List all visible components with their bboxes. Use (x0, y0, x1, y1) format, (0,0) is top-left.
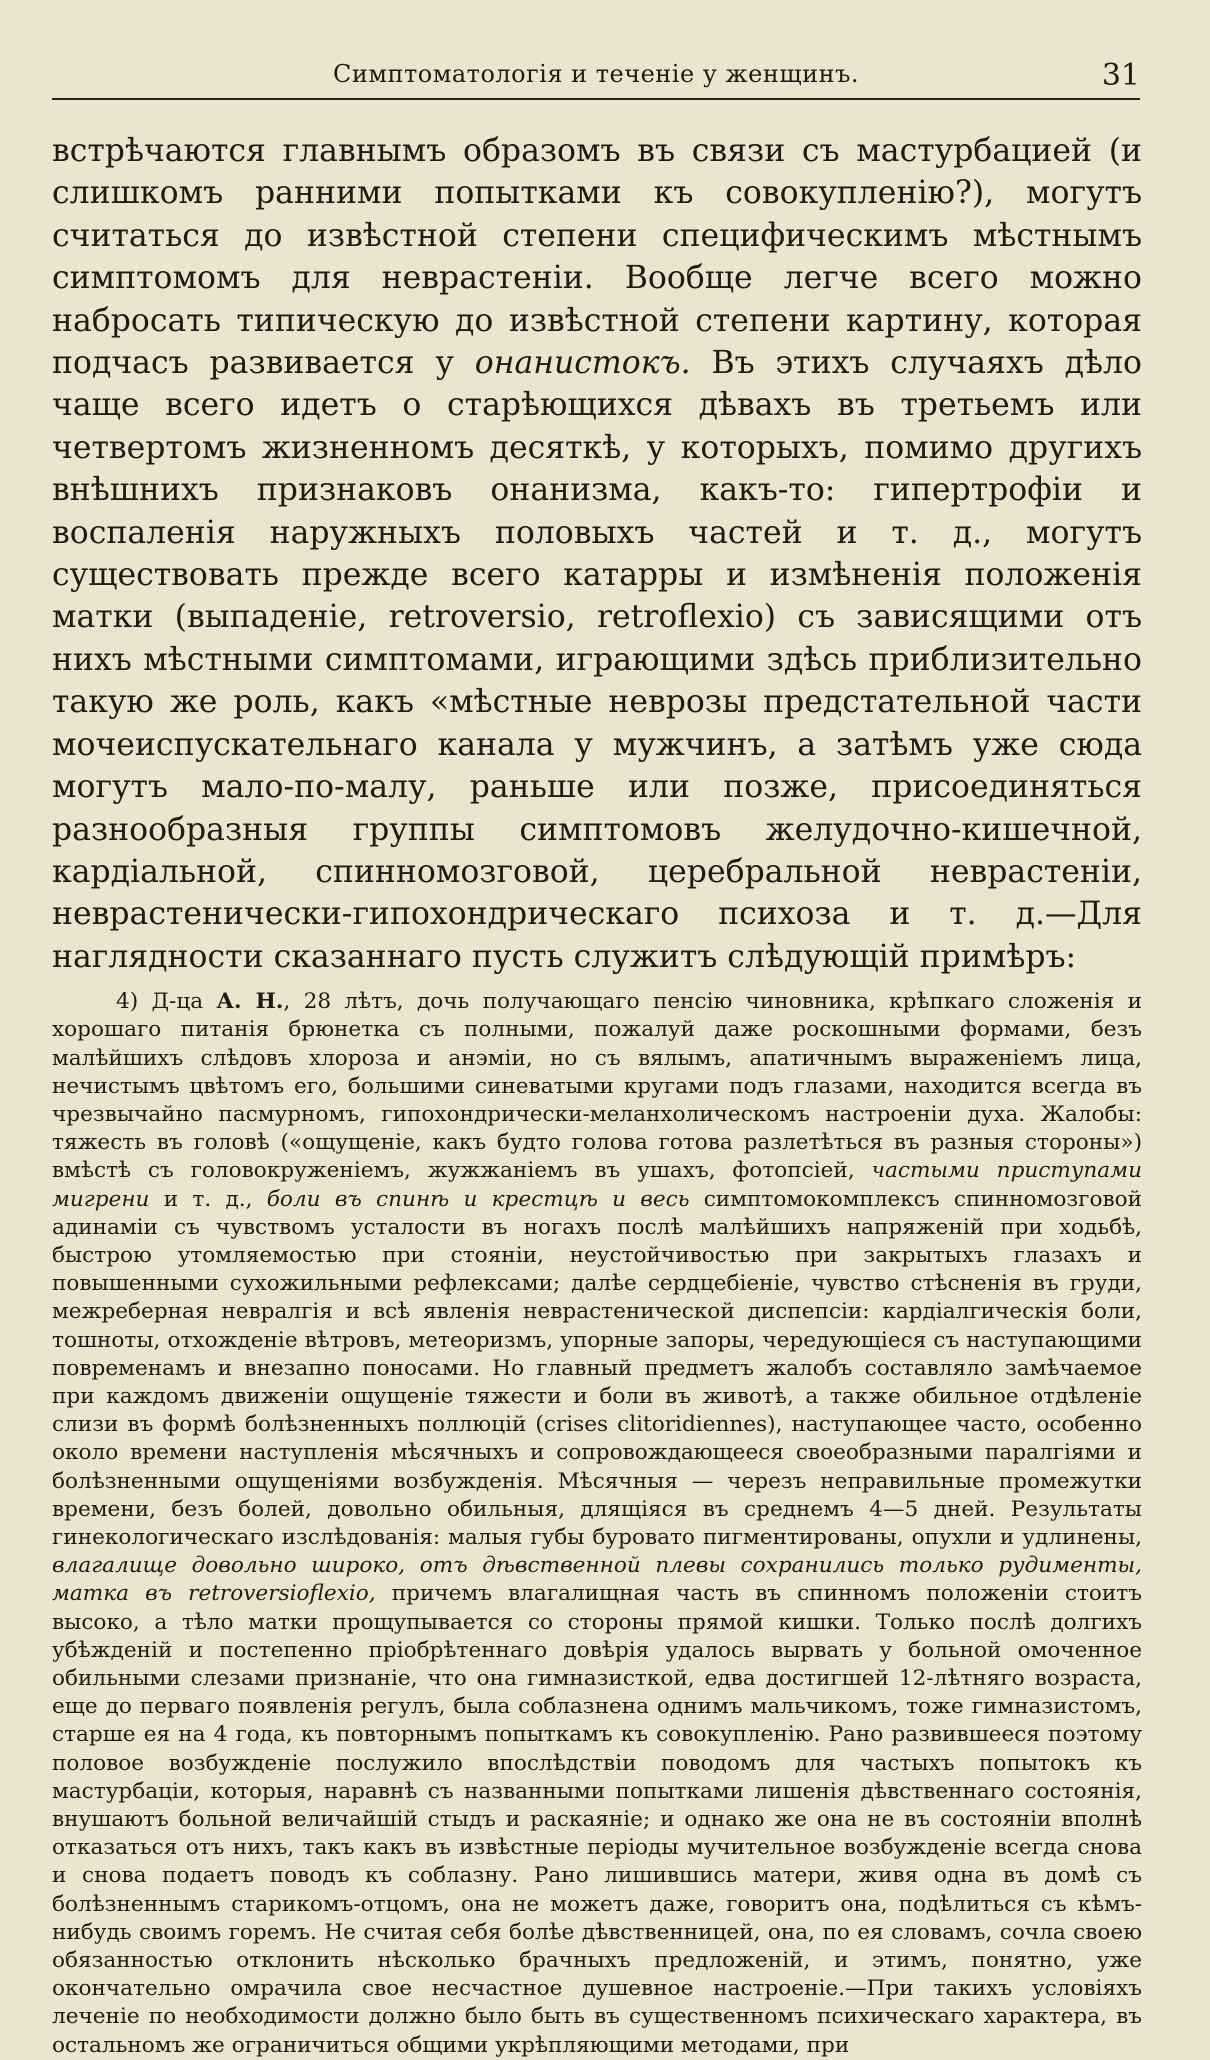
case-report-paragraph (52, 988, 1142, 2060)
case-text-3: симптомокомплексъ спинномозговой адинаміи съ чувствомъ усталости въ ногахъ послѣ малѣйшихъ напряженій при ходьбѣ, быстрою утомляемостью при стояніи, неустойчивостью при закрытыхъ глазахъ и повышенными сухожильными рефлексами; далѣе сердцебіеніе, чувство стѣсненія въ груди, межреберная невралгія и всѣ явленія неврастенической диспепсіи: кардіалгическія боли, тошноты, отхожденіе вѣтровъ, метеоризмъ, упорные запоры, чередующіеся съ наступающими повременамъ и внезапно поносами. Но главный предметъ жалобъ составляло замѣчаемое при каждомъ движеніи ощущеніе тяжести и боли въ животѣ, а также обильное отдѣленіе слизи въ формѣ болѣзненныхъ поллюцій (crises clitoridiennes), наступающее часто, особенно около времени наступленія мѣсячныхъ и сопровождающееся своеобразными паралгіями и болѣзненными ощущеніями возбужденія. Мѣсячныя — черезъ неправильные промежутки времени, безъ болей, довольно обильныя, длящіяся въ среднемъ 4—5 дней. Результаты гинекологическаго изслѣдованія: малыя губы буровато пигментированы, опухли и удлинены, (52, 1186, 1142, 1550)
main-text-b: Въ этихъ случаяхъ дѣло чаще всего идетъ о старѣющихся дѣвахъ въ третьемъ или четвертомъ жизненномъ десяткѣ, у которыхъ, помимо другихъ внѣшнихъ признаковъ онанизма, какъ-то: гипертрофіи и воспаленія наружныхъ половыхъ частей и т. д., могутъ существовать прежде всего катарры и измѣненія положенія матки (выпаденіе, retroversio, retroflexio) съ зависящими отъ нихъ мѣстными симптомами, играющими здѣсь приблизительно такую же роль, какъ «мѣстные неврозы предстательной части мочеиспускательнаго канала у мужчинъ, а затѣмъ уже сюда могутъ мало-по-малу, раньше или позже, присоединяться разнообразныя группы симптомовъ желудочно-кишечной, кардіальной, спинномозговой, церебральной неврастеніи, неврастенически-гипохондрическаго психоза и т. д.—Для наглядности сказаннаго пусть служитъ слѣдующій примѣръ: (52, 345, 1142, 975)
running-title: Симптоматологія и теченіе у женщинъ. (332, 60, 860, 88)
body-text (52, 130, 1142, 2060)
case-initials: А. Н. (216, 989, 284, 1015)
case-patient: Д-ца (151, 989, 204, 1015)
case-text-1: , 28 лѣтъ, дочь получающаго пенсію чиновника, крѣпкаго сложенія и хорошаго питанія брюнетка съ полными, пожалуй даже роскошными формами, безъ малѣйшихъ слѣдовъ хлороза и анэміи, но съ вялымъ, апатичнымъ выраженіемъ лица, нечистымъ цвѣтомъ его, большими синеватыми кругами подъ глазами, находится всегда въ чрезвычайно пасмурномъ, гипохондрически-меланхолическомъ настроеніи духа. Жалобы: тяжесть въ головѣ («ощущеніе, какъ будто голова готова разлетѣться въ разныя стороны») вмѣстѣ съ головокруженіемъ, жужжаніемъ въ ушахъ, фотопсіей, (52, 989, 1142, 1184)
case-text-2: и т. д., (149, 1186, 267, 1212)
case-text-4: причемъ влагалищная часть въ спинномъ положеніи стоитъ высоко, а тѣло матки прощупывается со стороны прямой кишки. Только послѣ долгихъ убѣжденій и постепенно пріобрѣтеннаго довѣрія удалось вырвать у больной омоченное обильными слезами признаніе, что она гимназисткой, едва достигшей 12-лѣтняго возраста, еще до перваго появленія регулъ, была соблазнена однимъ мальчикомъ, тоже гимназистомъ, старше ея на 4 года, къ повторнымъ попыткамъ къ совокупленію. Рано развившееся поэтому половое возбужденіе послужило впослѣдствіи поводомъ для частыхъ попытокъ къ мастурбаціи, которыя, наравнѣ съ названными попытками лишенія дѣвственнаго состоянія, внушаютъ больной величайшій стыдъ и раскаяніе; и однако же она не въ состояніи вполнѣ отказаться отъ нихъ, такъ какъ въ извѣстные періоды мучительное возбужденіе всегда снова и снова подаетъ поводъ къ соблазну. Рано лишившись матери, живя одна въ домѣ съ болѣзненнымъ старикомъ-отцомъ, она не можетъ даже, говоритъ она, подѣлиться съ кѣмъ-нибудь своимъ горемъ. Не считая себя болѣе дѣвственницей, она, по ея словамъ, сочла своею обязанностью отклонить нѣсколько брачныхъ предложеній, и этимъ, понятно, уже окончательно омрачила свое несчастное душевное настроеніе.—При такихъ условіяхъ леченіе по необходимости должно было быть въ существенномъ психическаго характера, въ остальномъ же ограничиться общими укрѣпляющими методами, при (52, 1581, 1142, 2058)
page-number: 31 (1101, 58, 1140, 93)
page-header (52, 58, 1140, 100)
case-emphasis-2: боли въ спинѣ и крестцѣ и весь (266, 1186, 690, 1212)
main-emphasis: онанистокъ. (474, 345, 691, 382)
case-emphasis-3: влагалище довольно широко, отъ дѣвственной плевы сохранились только рудименты, матка въ retroversioflexio, (52, 1553, 1142, 1607)
main-text-a: встрѣчаются главнымъ образомъ въ связи съ мастурбацией (и слишкомъ ранними попытками къ совокупленію?), могутъ считаться до извѣстной степени специфическимъ мѣстнымъ симптомомъ для неврастеніи. Вообще легче всего можно набросать типическую до извѣстной степени картину, которая подчасъ развивается у (52, 133, 1142, 382)
case-emphasis-1: частыми приступами мигрени (52, 1158, 1142, 1212)
case-number: 4) (116, 989, 139, 1015)
main-paragraph (52, 130, 1142, 978)
